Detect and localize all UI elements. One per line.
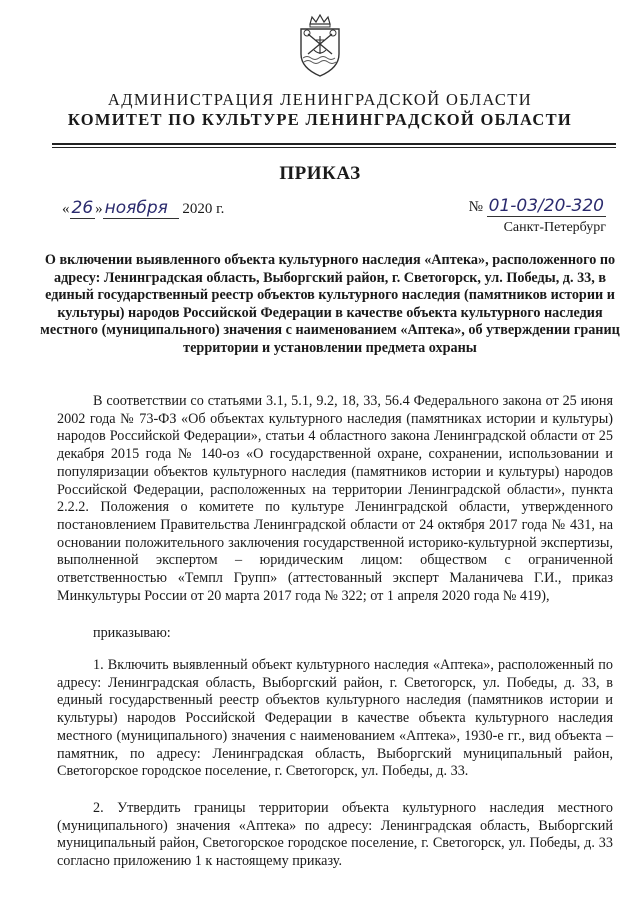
- date-day: 26: [71, 198, 94, 218]
- number-value: 01-03/20-320: [488, 196, 604, 216]
- committee-name: КОМИТЕТ ПО КУЛЬТУРЕ ЛЕНИНГРАДСКОЙ ОБЛАСТИ: [67, 110, 573, 129]
- document-city: Санкт-Петербург: [503, 220, 606, 235]
- date-month: ноября: [103, 198, 179, 219]
- header-divider-thin: [52, 147, 616, 148]
- header-divider-thick: [52, 143, 616, 145]
- order-word: приказываю:: [93, 625, 171, 641]
- coat-of-arms-icon: [296, 14, 344, 78]
- preamble-paragraph: В соответствии со статьями 3.1, 5.1, 9.2, 18, 33, 56.4 Федерального закона от 25 июня 2002 года № 73-ФЗ «Об объектах культурного наследия (памятниках истории и культуры) народов Российской Федерации», статьи 4 областного закона Ленинградской области от 25 декабря 2015 года № 140-оз «О государственной охране, сохранении, использовании и популяризации объектов культурного наследия (памятников истории и культуры) народов Российской Федерации, расположенных на территории Ленинградской области», пункта 2.2.2. Положения о комитете по культуре Ленинградской области, утвержденного постановлением Правительства Ленинградской области от 24 октября 2017 года № 431, на основании положительного заключения государственной историко-культурной экспертизы, выполненной экспертом – юридическим лицом: обществом с ограниченной ответственностью «Темпл Групп» (аттестованный эксперт Маланичева Г.И., приказ Минкультуры России от 20 марта 2017 года № 322; от 1 апреля 2020 года № 419),: [57, 393, 613, 604]
- order-item-1: 1. Включить выявленный объект культурного наследия «Аптека», расположенный по адресу: Ленинградская область, Выборгский район, г. Светогорск, ул. Победы, д. 33, в единый государственный реестр объектов культурного наследия (памятников истории и культуры) народов Российской Федерации в качестве объекта культурного наследия местного (муниципального) значения с наименованием «Аптека», 1930-е гг., вид объекта – памятник, по адресу: Ленинградская область, Выборгский муниципальный район, Светогорское городское поселение, г. Светогорск, ул. Победы, д. 33.: [57, 657, 613, 780]
- date-close-quote: »: [95, 201, 103, 217]
- document-title: О включении выявленного объекта культурного наследия «Аптека», расположенного по адресу: Ленинградская область, Выборгский район, г. Светогорск, ул. Победы, д. 33, в единый государственный реестр объектов культурного наследия (памятников истории и культуры) народов Российской Федерации в качестве объекта культурного наследия местного (муниципального) значения с наименованием «Аптека», об утверждении границ территории и установлении предмета охраны: [40, 252, 620, 356]
- document-type: ПРИКАЗ: [279, 163, 361, 184]
- date-open-quote: «: [62, 201, 70, 217]
- administration-name: АДМИНИСТРАЦИЯ ЛЕНИНГРАДСКОЙ ОБЛАСТИ: [107, 90, 533, 109]
- document-date: [62, 198, 224, 222]
- number-prefix: №: [468, 199, 483, 215]
- document-number: [469, 196, 606, 217]
- order-item-2: 2. Утвердить границы территории объекта культурного наследия местного (муниципального) значения «Аптека» по адресу: Ленинградская область, Выборгский муниципальный район, Светогорское городское поселение, г. Светогорск, ул. Победы, д. 33 согласно приложению 1 к настоящему приказу.: [57, 800, 613, 870]
- date-year: 2020 г.: [182, 201, 225, 217]
